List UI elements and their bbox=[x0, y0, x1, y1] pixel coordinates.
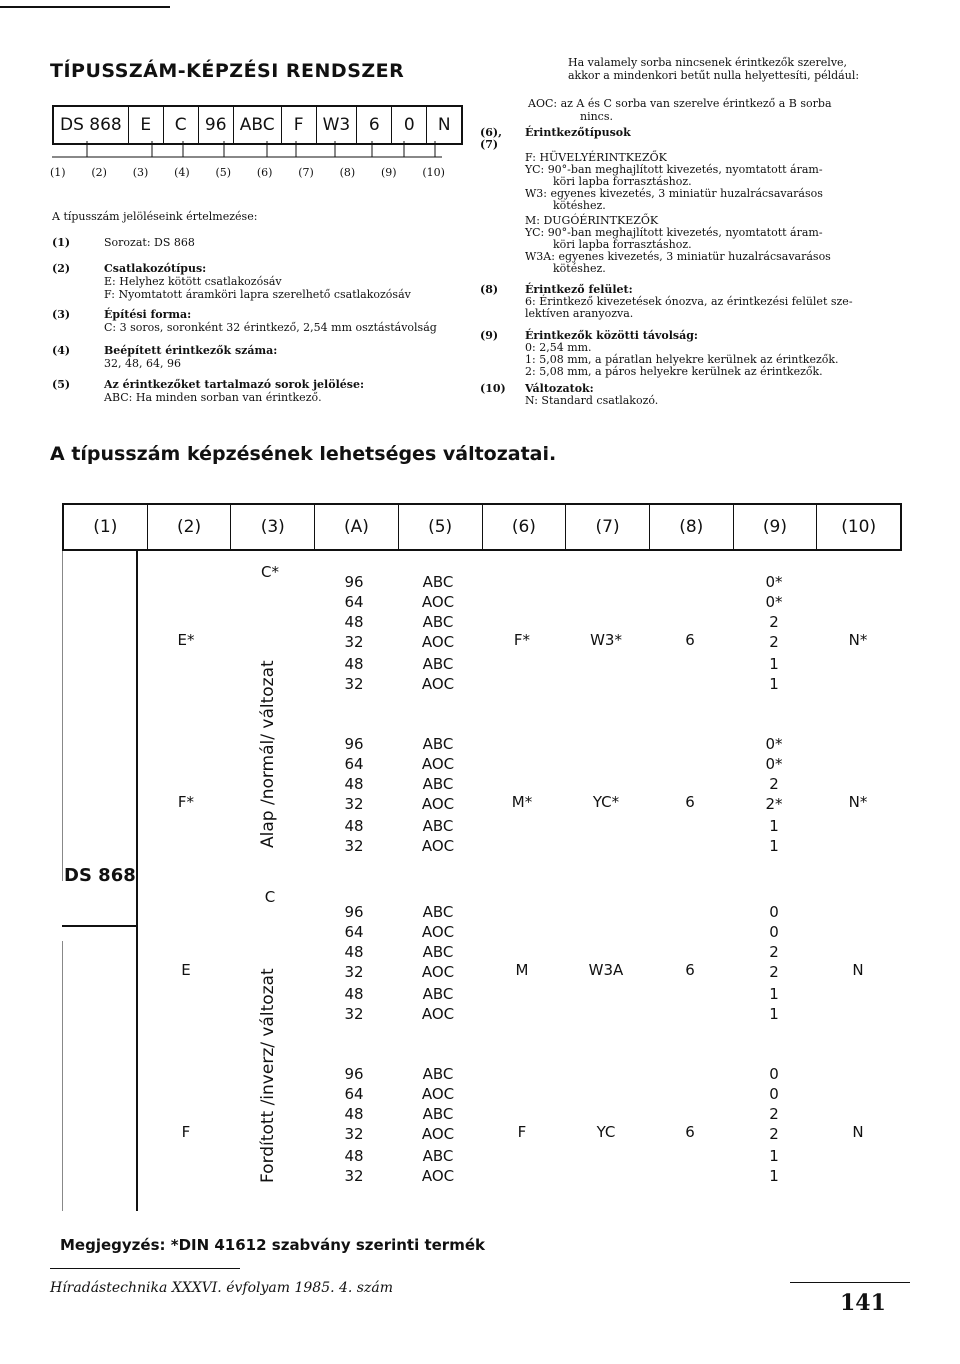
item-line: N: Standard csatlakozó. bbox=[525, 394, 659, 407]
header-cell: (2) bbox=[148, 505, 232, 549]
code-cell: 96 bbox=[199, 107, 234, 143]
contact-spacing: 0* bbox=[765, 735, 783, 753]
position-number: (3) bbox=[132, 166, 149, 179]
row-designation: AOC bbox=[421, 633, 455, 651]
row-designation: AOC bbox=[421, 755, 455, 773]
item-line: 6: Érintkező kivezetések ónozva, az érintkezési felület sze- bbox=[525, 295, 853, 308]
header-cell: (8) bbox=[650, 505, 734, 549]
item-line: köri lapba forrasztáshoz. bbox=[553, 238, 692, 251]
surface: 6 bbox=[685, 631, 695, 649]
connector-type: F* bbox=[177, 793, 195, 811]
code-ticks bbox=[52, 141, 442, 159]
row-designation: ABC bbox=[422, 1147, 454, 1165]
item-text bbox=[525, 127, 631, 139]
contact-count: 64 bbox=[344, 593, 364, 611]
item-text bbox=[525, 152, 823, 212]
surface: 6 bbox=[685, 793, 695, 811]
item-number: (6), (7) bbox=[480, 126, 502, 151]
contact-spacing: 0 bbox=[769, 1065, 779, 1083]
series-label: DS 868 bbox=[64, 865, 136, 886]
item-number: (5) bbox=[52, 378, 71, 391]
variant-label: Fordított /inverz/ változat bbox=[258, 968, 278, 1183]
contact-count: 48 bbox=[344, 613, 364, 631]
contact-type: F bbox=[517, 1123, 527, 1141]
code-cell: DS 868 bbox=[54, 107, 129, 143]
item-text bbox=[104, 378, 364, 404]
code-cell: F bbox=[282, 107, 317, 143]
contact-count: 32 bbox=[344, 795, 364, 813]
contact-spacing: 2 bbox=[769, 963, 779, 981]
contact-spacing: 0 bbox=[769, 923, 779, 941]
item-line: Változatok: bbox=[525, 382, 594, 395]
item-text bbox=[104, 344, 277, 370]
contact-count: 32 bbox=[344, 1167, 364, 1185]
contact-count: 48 bbox=[344, 985, 364, 1003]
header-cell: (5) bbox=[399, 505, 483, 549]
header-cell: (1) bbox=[64, 505, 148, 549]
item-text bbox=[525, 330, 839, 378]
position-number: (5) bbox=[215, 166, 232, 179]
contact-count: 48 bbox=[344, 1147, 364, 1165]
row-designation: AOC bbox=[421, 923, 455, 941]
item-line: kötéshez. bbox=[553, 262, 606, 275]
contact-spacing: 2 bbox=[769, 613, 779, 631]
item-number: (1) bbox=[52, 236, 71, 249]
item-text bbox=[104, 236, 195, 249]
item-line: Csatlakozótípus: bbox=[104, 262, 207, 275]
position-number: (9) bbox=[381, 166, 397, 179]
row-designation: ABC bbox=[422, 775, 454, 793]
contact-spacing: 0 bbox=[769, 903, 779, 921]
item-text bbox=[525, 284, 853, 320]
item-line: F: HÜVELYÉRINTKEZŐK bbox=[525, 151, 667, 164]
code-cell: 6 bbox=[357, 107, 392, 143]
contact-spacing: 1 bbox=[769, 985, 779, 1003]
row-designation: ABC bbox=[422, 613, 454, 631]
header-cell: (7) bbox=[566, 505, 650, 549]
contact-spacing: 1 bbox=[769, 837, 779, 855]
contact-count: 96 bbox=[344, 903, 364, 921]
code-cell: N bbox=[437, 115, 451, 135]
item-line: Érintkezőtípusok bbox=[525, 126, 631, 139]
contact-spacing: 1 bbox=[769, 817, 779, 835]
connector-type: F bbox=[181, 1123, 191, 1141]
item-line: lektíven aranyozva. bbox=[525, 307, 634, 320]
contact-spacing: 0* bbox=[765, 573, 783, 591]
right-intro: Ha valamely sorba nincsenek érintkezők szerelve, akkor a mindenkori betűt nulla helyettesíti, például: bbox=[568, 56, 860, 82]
row-designation: ABC bbox=[422, 1105, 454, 1123]
code-cell: 0 bbox=[392, 107, 427, 143]
row-designation: AOC bbox=[421, 837, 455, 855]
item-line: YC: 90°-ban meghajlított kivezetés, nyomtatott áram- bbox=[525, 226, 823, 239]
item-line: W3: egyenes kivezetés, 3 miniatür huzalrácsavarásos bbox=[525, 187, 823, 200]
contact-spacing: 1 bbox=[769, 1167, 779, 1185]
position-number: (2) bbox=[91, 166, 107, 179]
item-line: köri lapba forrasztáshoz. bbox=[553, 175, 692, 188]
row-designation: ABC bbox=[422, 817, 454, 835]
position-number: (7) bbox=[298, 166, 314, 179]
code-box bbox=[52, 105, 463, 145]
contact-spacing: 1 bbox=[769, 1005, 779, 1023]
contact-count: 64 bbox=[344, 755, 364, 773]
row-designation: ABC bbox=[422, 1065, 454, 1083]
contact-spacing: 2 bbox=[769, 1125, 779, 1143]
version: N* bbox=[848, 631, 868, 649]
item-text bbox=[104, 262, 411, 301]
header-cell: (9) bbox=[734, 505, 818, 549]
item-line: C: 3 soros, soronként 32 érintkező, 2,54 mm osztástávolság bbox=[104, 321, 437, 334]
termination: W3A bbox=[588, 961, 624, 979]
contact-count: 32 bbox=[344, 633, 364, 651]
contact-count: 96 bbox=[344, 735, 364, 753]
table-heading: A típusszám képzésének lehetséges változatai. bbox=[50, 443, 557, 465]
position-number: (1) bbox=[50, 166, 66, 179]
contact-count: 48 bbox=[344, 817, 364, 835]
row-designation: ABC bbox=[422, 903, 454, 921]
contact-spacing: 0* bbox=[765, 593, 783, 611]
item-line: F: Nyomtatott áramköri lapra szerelhető csatlakozósáv bbox=[104, 288, 411, 301]
contact-spacing: 1 bbox=[769, 1147, 779, 1165]
row-designation: AOC bbox=[421, 1125, 455, 1143]
contact-spacing: 2 bbox=[769, 1105, 779, 1123]
table-header bbox=[62, 503, 902, 551]
row-designation: AOC bbox=[421, 593, 455, 611]
termination: W3* bbox=[590, 631, 622, 649]
contact-count: 64 bbox=[344, 1085, 364, 1103]
contact-count: 32 bbox=[344, 675, 364, 693]
header-cell: (3) bbox=[231, 505, 315, 549]
termination: YC bbox=[596, 1123, 616, 1141]
contact-count: 32 bbox=[344, 1005, 364, 1023]
explain-heading: A típusszám jelöléseink értelmezése: bbox=[52, 210, 258, 223]
contact-spacing: 0* bbox=[765, 755, 783, 773]
termination: YC* bbox=[592, 793, 620, 811]
item-number: (9) bbox=[480, 329, 499, 342]
page-title: TÍPUSSZÁM-KÉPZÉSI RENDSZER bbox=[50, 60, 405, 82]
code-cell: W3 bbox=[317, 107, 358, 143]
item-line: 1: 5,08 mm, a páratlan helyekre kerülnek az érintkezők. bbox=[525, 353, 839, 366]
item-line: Sorozat: DS 868 bbox=[104, 236, 195, 249]
item-line: E: Helyhez kötött csatlakozósáv bbox=[104, 275, 282, 288]
row-designation: AOC bbox=[421, 963, 455, 981]
page-number: 141 bbox=[840, 1290, 886, 1316]
page-rule bbox=[790, 1282, 910, 1283]
connector-type: E* bbox=[177, 631, 195, 649]
item-line: Építési forma: bbox=[104, 308, 192, 321]
contact-count: 32 bbox=[344, 837, 364, 855]
top-rule bbox=[0, 6, 170, 8]
row-designation: ABC bbox=[422, 735, 454, 753]
row-designation: AOC bbox=[421, 1005, 455, 1023]
contact-count: 32 bbox=[344, 963, 364, 981]
contact-count: 48 bbox=[344, 943, 364, 961]
header-cell: (A) bbox=[315, 505, 399, 549]
item-line: Az érintkezőket tartalmazó sorok jelölése: bbox=[104, 378, 365, 391]
contact-spacing: 1 bbox=[769, 655, 779, 673]
item-number: (8) bbox=[480, 283, 499, 296]
variant-label: Alap /normál/ változat bbox=[258, 660, 278, 848]
contact-count: 32 bbox=[344, 1125, 364, 1143]
item-number: (2) bbox=[52, 262, 71, 275]
position-number: (10) bbox=[422, 166, 445, 179]
contact-spacing: 2 bbox=[769, 775, 779, 793]
item-line: kötéshez. bbox=[553, 199, 606, 212]
contact-count: 48 bbox=[344, 655, 364, 673]
journal-line: Híradástechnika XXXVI. évfolyam 1985. 4. szám bbox=[50, 1280, 393, 1296]
connector-type: E bbox=[181, 961, 191, 979]
item-line: 0: 2,54 mm. bbox=[525, 341, 592, 354]
position-number: (4) bbox=[174, 166, 190, 179]
surface: 6 bbox=[685, 1123, 695, 1141]
code-cell: E bbox=[129, 107, 164, 143]
row-designation: ABC bbox=[422, 943, 454, 961]
row-designation: AOC bbox=[421, 1167, 455, 1185]
item-line: Érintkezők közötti távolság: bbox=[525, 329, 698, 342]
item-line: Érintkező felület: bbox=[525, 283, 633, 296]
contact-type: M bbox=[515, 961, 529, 979]
item-line: 2: 5,08 mm, a páros helyekre kerülnek az érintkezők. bbox=[525, 365, 823, 378]
contact-spacing: 1 bbox=[769, 675, 779, 693]
item-text bbox=[104, 308, 437, 334]
surface: 6 bbox=[685, 961, 695, 979]
row-designation: AOC bbox=[421, 1085, 455, 1103]
contact-spacing: 2* bbox=[765, 795, 783, 813]
code-cell: ABC bbox=[234, 107, 282, 143]
contact-spacing: 0 bbox=[769, 1085, 779, 1103]
row-designation: AOC bbox=[421, 675, 455, 693]
position-number: (8) bbox=[339, 166, 356, 179]
item-line: M: DUGÓÉRINTKEZŐK bbox=[525, 214, 659, 227]
header-cell: (10) bbox=[841, 517, 877, 537]
position-number: (6) bbox=[256, 166, 273, 179]
contact-type: M* bbox=[511, 793, 533, 811]
contact-count: 64 bbox=[344, 923, 364, 941]
item-text bbox=[525, 383, 658, 407]
code-cell: C bbox=[164, 107, 199, 143]
item-number: (4) bbox=[52, 344, 71, 357]
contact-spacing: 2 bbox=[769, 943, 779, 961]
version: N bbox=[852, 1123, 864, 1141]
row-designation: AOC bbox=[421, 795, 455, 813]
contact-count: 48 bbox=[344, 775, 364, 793]
header-cell: (6) bbox=[483, 505, 567, 549]
version: N bbox=[852, 961, 864, 979]
item-number: (10) bbox=[480, 382, 506, 395]
row-designation: ABC bbox=[422, 573, 454, 591]
right-aoc: AOC: az A és C sorba van szerelve érintkező a B sorba nincs. bbox=[528, 97, 832, 123]
contact-count: 96 bbox=[344, 1065, 364, 1083]
contact-count: 48 bbox=[344, 1105, 364, 1123]
item-line: ABC: Ha minden sorban van érintkező. bbox=[104, 391, 322, 404]
row-designation: ABC bbox=[422, 985, 454, 1003]
item-line: YC: 90°-ban meghajlított kivezetés, nyomtatott áram- bbox=[525, 163, 823, 176]
item-line: W3A: egyenes kivezetés, 3 miniatür huzalrácsavarásos bbox=[525, 250, 831, 263]
item-line: 32, 48, 64, 96 bbox=[104, 357, 181, 370]
item-text bbox=[525, 215, 831, 275]
contact-spacing: 2 bbox=[769, 633, 779, 651]
variants-table bbox=[62, 503, 902, 1223]
item-line: Beépített érintkezők száma: bbox=[104, 344, 278, 357]
contact-count: 96 bbox=[344, 573, 364, 591]
journal-rule bbox=[50, 1268, 240, 1269]
variant-code: C bbox=[264, 888, 276, 906]
contact-type: F* bbox=[513, 631, 531, 649]
version: N* bbox=[848, 793, 868, 811]
item-number: (3) bbox=[52, 308, 71, 321]
variant-code: C* bbox=[261, 563, 279, 581]
position-numbers bbox=[50, 166, 445, 179]
footnote: Megjegyzés: *DIN 41612 szabvány szerinti termék bbox=[60, 1236, 485, 1254]
row-designation: ABC bbox=[422, 655, 454, 673]
